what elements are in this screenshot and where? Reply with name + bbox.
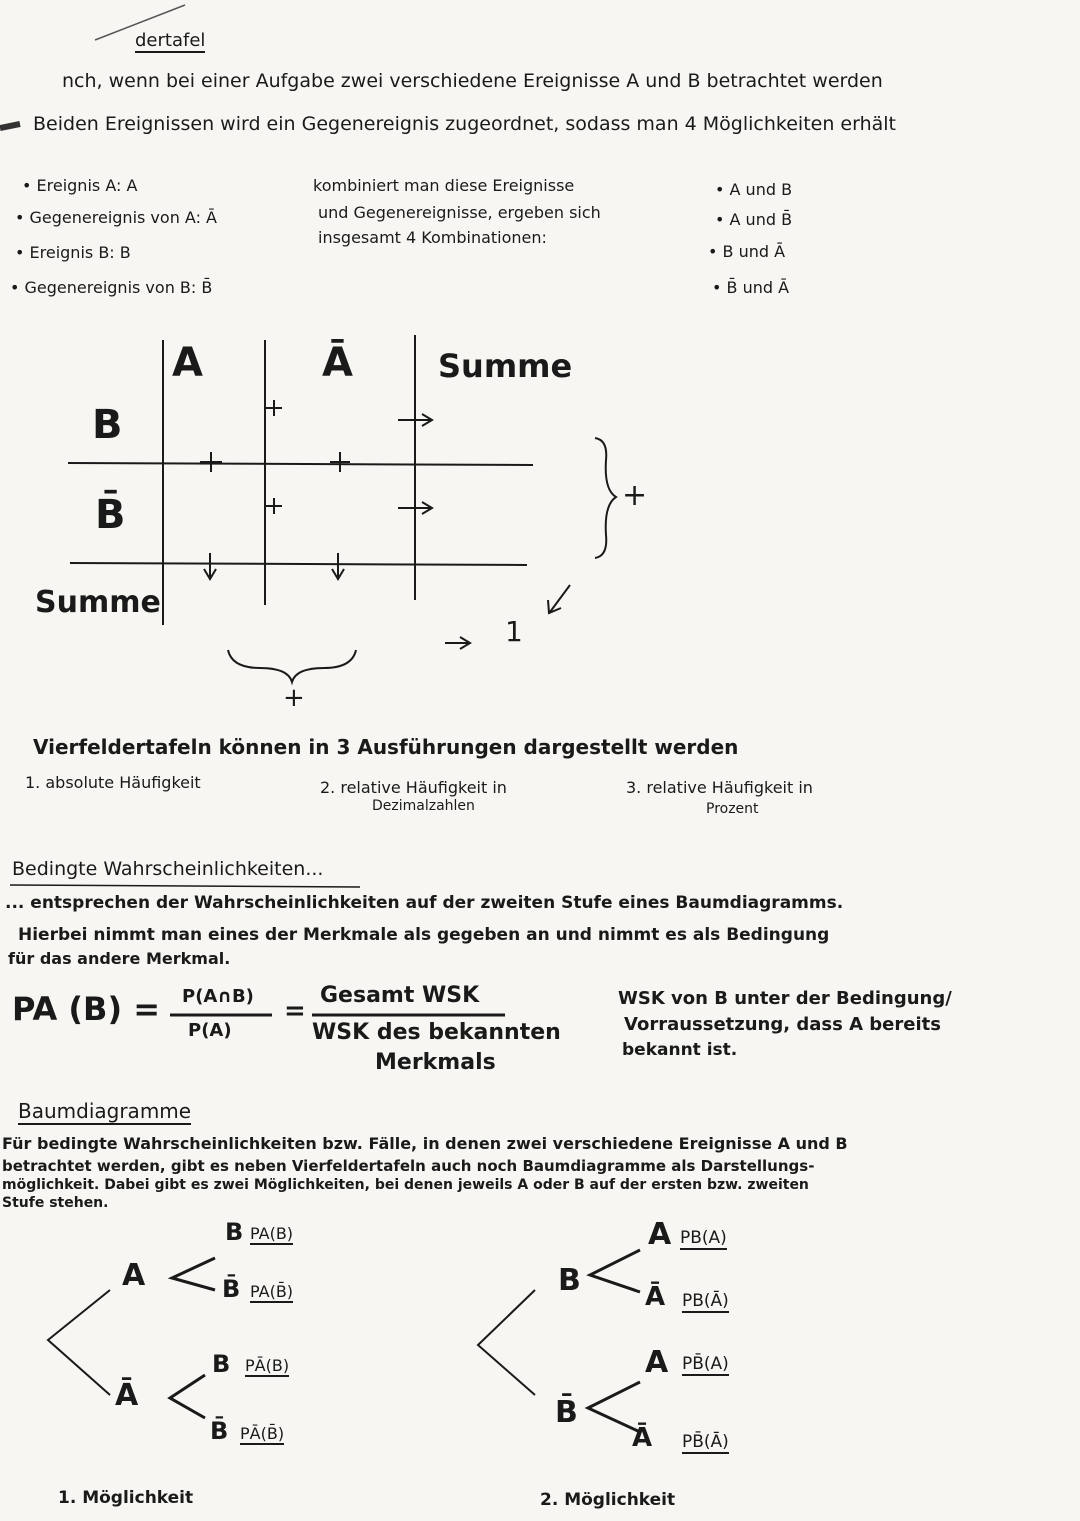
- tree1-node-not-a: Ā: [115, 1378, 139, 1413]
- tree1-prob: PA(B): [250, 1224, 294, 1243]
- tree2-prob: PB(A): [680, 1228, 727, 1248]
- tree1-leaf-not-b: B̄: [210, 1417, 229, 1445]
- col-header-a: A: [172, 340, 203, 386]
- formula-denominator: P(A): [188, 1020, 232, 1041]
- row-header-sum: Summe: [35, 585, 161, 620]
- trees-line-4: Stufe stehen.: [2, 1195, 109, 1211]
- tree2-label: 2. Möglichkeit: [540, 1490, 676, 1510]
- col-header-sum: Summe: [438, 347, 573, 385]
- tree1-prob: PĀ(B̄): [240, 1424, 285, 1443]
- event-item: • Gegenereignis von A: Ā: [15, 208, 217, 227]
- variant-3: 3. relative Häufigkeit in: [626, 778, 813, 797]
- combine-text: kombiniert man diese Ereignisse: [313, 176, 575, 195]
- tree2-leaf-a: A: [648, 1217, 672, 1252]
- tree2-prob: PB̄(Ā): [682, 1432, 729, 1452]
- tree2-node-not-b: B̄: [555, 1395, 578, 1430]
- intro-line-2: Beiden Ereignissen wird ein Gegenereignis zugeordnet, sodass man 4 Möglichkeiten erhält: [33, 113, 897, 135]
- variant-2-sub: Dezimalzahlen: [372, 798, 475, 814]
- tree1-prob: PA(B̄): [250, 1282, 294, 1301]
- formula-note: WSK von B unter der Bedingung/: [618, 988, 952, 1009]
- tree2-leaf-not-a: Ā: [632, 1423, 653, 1453]
- formula-note: Vorraussetzung, dass A bereits: [624, 1014, 941, 1035]
- formula-lhs: PA (B) =: [12, 990, 161, 1028]
- formula-word-denominator: WSK des bekannten: [312, 1020, 561, 1045]
- brace-plus: +: [622, 478, 648, 513]
- tree1-leaf-b: B: [225, 1218, 244, 1246]
- formula-numerator: P(A∩B): [182, 986, 254, 1007]
- variant-1: 1. absolute Häufigkeit: [25, 773, 201, 792]
- formula-equals: =: [284, 996, 306, 1026]
- tree2-prob: PB(Ā): [682, 1291, 729, 1311]
- tree2-prob: PB̄(A): [682, 1354, 729, 1374]
- combine-text: und Gegenereignisse, ergeben sich: [318, 203, 601, 222]
- row-header-b: B: [92, 402, 123, 448]
- combine-text: insgesamt 4 Kombinationen:: [318, 228, 547, 247]
- combination-item: • A und B̄: [715, 210, 793, 229]
- conditional-line-2: Hierbei nimmt man eines der Merkmale als gegeben an und nimmt es als Bedingung: [18, 925, 830, 945]
- combination-item: • B und Ā: [708, 242, 786, 261]
- tree1-leaf-b: B: [212, 1350, 231, 1378]
- row-header-not-b: B̄: [95, 492, 126, 538]
- tree1-node-a: A: [122, 1258, 146, 1293]
- trees-line-1: Für bedingte Wahrscheinlichkeiten bzw. Fälle, in denen zwei verschiedene Ereignisse A und B: [2, 1134, 848, 1153]
- col-header-not-a: Ā: [322, 340, 353, 386]
- page-title: dertafel: [135, 30, 206, 51]
- event-item: • Gegenereignis von B: B̄: [10, 278, 213, 297]
- tree2-leaf-a: A: [645, 1345, 669, 1380]
- variant-3-sub: Prozent: [706, 801, 759, 817]
- tree1-prob: PĀ(B): [245, 1356, 290, 1375]
- total-one: 1: [505, 615, 523, 648]
- tree2-leaf-not-a: Ā: [645, 1282, 666, 1312]
- event-item: • Ereignis A: A: [22, 176, 138, 195]
- conditional-line-1: ... entsprechen der Wahrscheinlichkeiten auf der zweiten Stufe eines Baumdiagramms.: [5, 893, 844, 913]
- combination-item: • A und B: [715, 180, 793, 199]
- trees-line-3: möglichkeit. Dabei gibt es zwei Möglichkeiten, bei denen jeweils A oder B auf der ersten bzw. zweiten: [2, 1177, 809, 1193]
- tree2-node-b: B: [558, 1263, 581, 1298]
- tree1-label: 1. Möglichkeit: [58, 1488, 194, 1508]
- intro-line-1: nch, wenn bei einer Aufgabe zwei verschiedene Ereignisse A und B betrachtet werden: [62, 70, 883, 92]
- formula-word-numerator: Gesamt WSK: [320, 983, 480, 1008]
- formula-note: bekannt ist.: [622, 1040, 738, 1060]
- conditional-title: Bedingte Wahrscheinlichkeiten...: [12, 858, 324, 880]
- trees-title: Baumdiagramme: [18, 1099, 192, 1123]
- variants-heading: Vierfeldertafeln können in 3 Ausführungen dargestellt werden: [33, 735, 739, 759]
- variant-2: 2. relative Häufigkeit in: [320, 778, 507, 797]
- brace-plus-bottom: +: [283, 683, 305, 713]
- trees-line-2: betrachtet werden, gibt es neben Vierfeldertafeln auch noch Baumdiagramme als Darstellungs-: [2, 1157, 815, 1175]
- formula-word-denominator-2: Merkmals: [375, 1050, 496, 1075]
- tree1-leaf-not-b: B̄: [222, 1275, 241, 1303]
- event-item: • Ereignis B: B: [15, 243, 131, 262]
- combination-item: • B̄ und Ā: [712, 278, 790, 297]
- conditional-line-3: für das andere Merkmal.: [8, 949, 231, 968]
